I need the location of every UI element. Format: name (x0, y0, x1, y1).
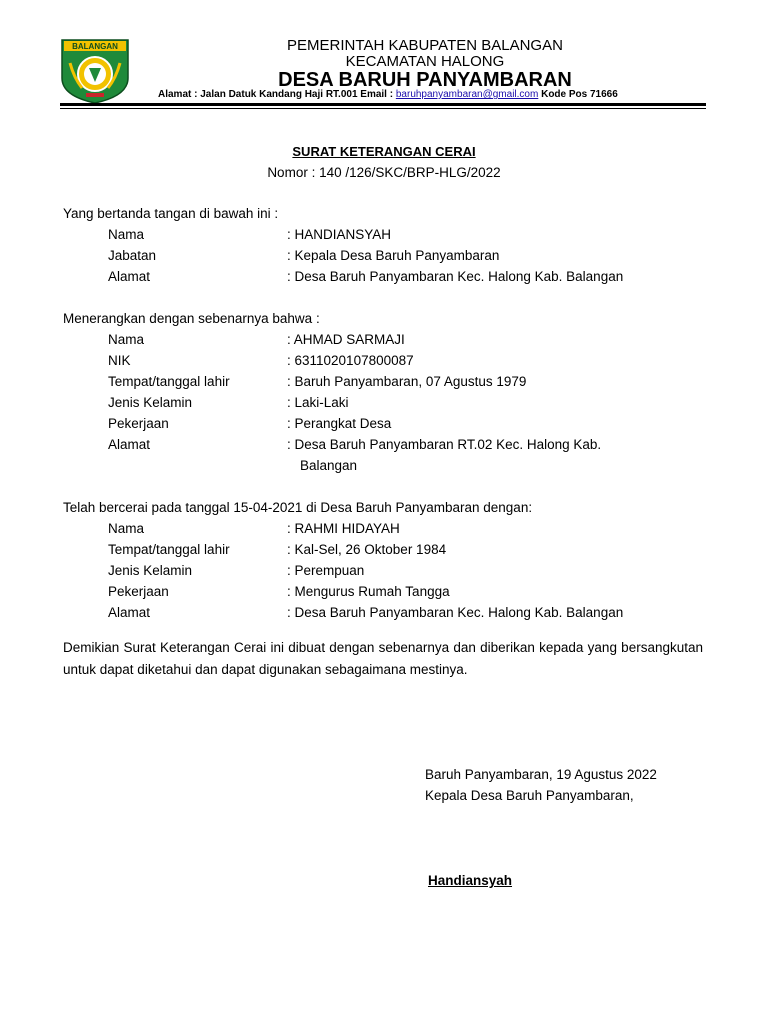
subject-value: : AHMAD SARMAJI (287, 332, 405, 347)
spouse-intro: Telah bercerai pada tanggal 15-04-2021 di Desa Baruh Panyambaran dengan: (63, 500, 533, 515)
signer-intro: Yang bertanda tangan di bawah ini : (63, 206, 279, 221)
subject-label: Nama (108, 332, 145, 347)
header-district: KECAMATAN HALONG (345, 53, 505, 70)
signer-value: : HANDIANSYAH (287, 227, 392, 242)
closing-paragraph: Demikian Surat Keterangan Cerai ini dibuat dengan sebenarnya dan diberikan kepada yang bersangkutan untuk dapat diketahui dan dapat digunakan sebagaimana mestinya. (63, 640, 703, 677)
signer-label: Nama (108, 227, 145, 242)
signer-label: Jabatan (108, 248, 157, 263)
header-village: DESA BARUH PANYAMBARAN (278, 69, 572, 91)
regency-logo (60, 38, 130, 104)
spouse-value: : Mengurus Rumah Tangga (287, 584, 450, 599)
spouse-value: : RAHMI HIDAYAH (287, 521, 400, 536)
letter-title: SURAT KETERANGAN CERAI (292, 144, 476, 159)
signer-value: : Kepala Desa Baruh Panyambaran (287, 248, 500, 263)
header-rule-thick (60, 103, 706, 106)
signer-label: Alamat (108, 269, 151, 284)
spouse-value: : Perempuan (287, 563, 365, 578)
subject-label: Tempat/tanggal lahir (108, 374, 230, 389)
header-rule-thin (60, 108, 706, 109)
subject-value: : Laki-Laki (287, 395, 349, 410)
subject-label: NIK (108, 353, 131, 368)
spouse-label: Nama (108, 521, 145, 536)
spouse-value: : Kal-Sel, 26 Oktober 1984 (287, 542, 447, 557)
address-suffix: Kode Pos 71666 (538, 89, 618, 100)
header-government: PEMERINTAH KABUPATEN BALANGAN (287, 37, 563, 54)
header-address (158, 89, 618, 100)
spouse-label: Alamat (108, 605, 151, 620)
subject-label: Alamat (108, 437, 151, 452)
spouse-label: Pekerjaan (108, 584, 169, 599)
email-link[interactable]: baruhpanyambaran@gmail.com (395, 89, 539, 100)
subject-value: : Desa Baruh Panyambaran RT.02 Kec. Halong Kab. (287, 437, 602, 452)
spouse-label: Jenis Kelamin (108, 563, 193, 578)
subject-value: : Baruh Panyambaran, 07 Agustus 1979 (287, 374, 527, 389)
letter-number: Nomor : 140 /126/SKC/BRP-HLG/2022 (267, 165, 501, 180)
address-prefix: Alamat : Jalan Datuk Kandang Haji RT.001 Email : (158, 89, 396, 100)
subject-address-continued: Balangan (300, 458, 358, 473)
signature-name: Handiansyah (428, 873, 513, 888)
signer-value: : Desa Baruh Panyambaran Kec. Halong Kab. Balangan (287, 269, 624, 284)
subject-value: : Perangkat Desa (287, 416, 392, 431)
logo-label: BALANGAN (72, 42, 118, 51)
spouse-label: Tempat/tanggal lahir (108, 542, 230, 557)
subject-intro: Menerangkan dengan sebenarnya bahwa : (63, 311, 320, 326)
subject-value: : 6311020107800087 (287, 353, 414, 368)
subject-label: Jenis Kelamin (108, 395, 193, 410)
signature-place-date: Baruh Panyambaran, 19 Agustus 2022 (425, 767, 657, 782)
signature-position: Kepala Desa Baruh Panyambaran, (425, 788, 634, 803)
spouse-value: : Desa Baruh Panyambaran Kec. Halong Kab. Balangan (287, 605, 624, 620)
subject-label: Pekerjaan (108, 416, 169, 431)
